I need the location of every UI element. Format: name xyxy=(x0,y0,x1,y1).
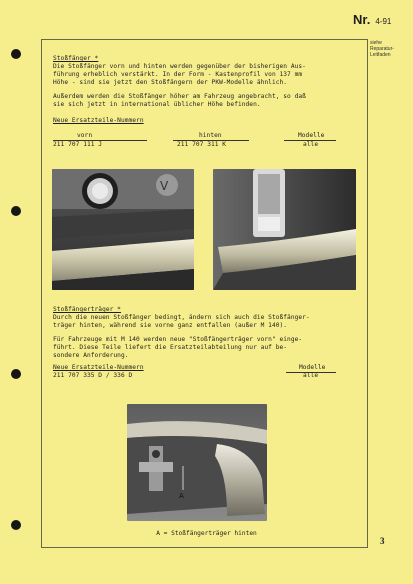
body-text: Die Stoßfänger vorn und hinten werden gegenüber der bisherigen Aus- xyxy=(53,63,306,70)
side-note: siehe Reparatur- Leitfaden xyxy=(370,40,394,58)
body-text: führung erheblich verstärkt. In der Form - Kastenprofil von 137 mm xyxy=(53,71,303,78)
punch-hole xyxy=(11,520,21,530)
part-number-front: 211 707 111 J xyxy=(53,141,103,148)
body-text: Für Fahrzeuge mit M 140 werden neue "Stoßfängerträger vorn" einge- xyxy=(53,336,303,343)
parts-heading: Neue Ersatzteile-Nummern xyxy=(53,117,144,124)
svg-text:V: V xyxy=(160,179,169,193)
column-header-models: Modelle xyxy=(298,132,325,139)
figure-label-a: A xyxy=(179,492,184,500)
body-text: führt. Diese Teile liefert die Ersatzteilabteilung nur auf be- xyxy=(53,344,288,351)
rear-bumper-photo xyxy=(213,169,356,290)
punch-hole xyxy=(11,49,21,59)
body-text: träger hinten, während sie vorne ganz entfallen (außer M 140). xyxy=(53,322,288,329)
body-text: Durch die neuen Stoßfänger bedingt, ändern sich auch die Stoßfänger- xyxy=(53,314,310,321)
body-text: sie sich jetzt in international üblicher Höhe befinden. xyxy=(53,101,261,108)
page-number: 3 xyxy=(380,536,385,546)
body-text: Höhe - sind sie jetzt den Stoßfängern der PKW-Modelle ähnlich. xyxy=(53,79,288,86)
column-header-rear: hinten xyxy=(199,132,222,139)
part-number-carrier: 211 707 335 D / 336 D xyxy=(53,372,133,379)
part-number-rear: 211 707 311 K xyxy=(177,141,227,148)
section-title: Stoßfänger * xyxy=(53,55,99,62)
figure-caption: A = Stoßfängerträger hinten xyxy=(156,530,257,537)
front-bumper-photo xyxy=(52,169,194,290)
parts-heading: Neue Ersatzteile-Nummern xyxy=(53,364,144,371)
body-text: Außerdem werden die Stoßfänger höher am Fahrzeug angebracht, so daß xyxy=(53,93,306,100)
column-header-models: Modelle xyxy=(299,364,326,371)
section-title: Stoßfängerträger * xyxy=(53,306,121,313)
punch-hole xyxy=(11,206,21,216)
part-models: alle xyxy=(303,372,319,379)
punch-hole xyxy=(11,369,21,379)
page-reference: Nr. 4-91 xyxy=(353,12,392,27)
body-text: sondere Anforderung. xyxy=(53,352,129,359)
bumper-carrier-photo xyxy=(127,404,267,521)
part-models: alle xyxy=(303,141,319,148)
column-header-front: vorn xyxy=(77,132,93,139)
